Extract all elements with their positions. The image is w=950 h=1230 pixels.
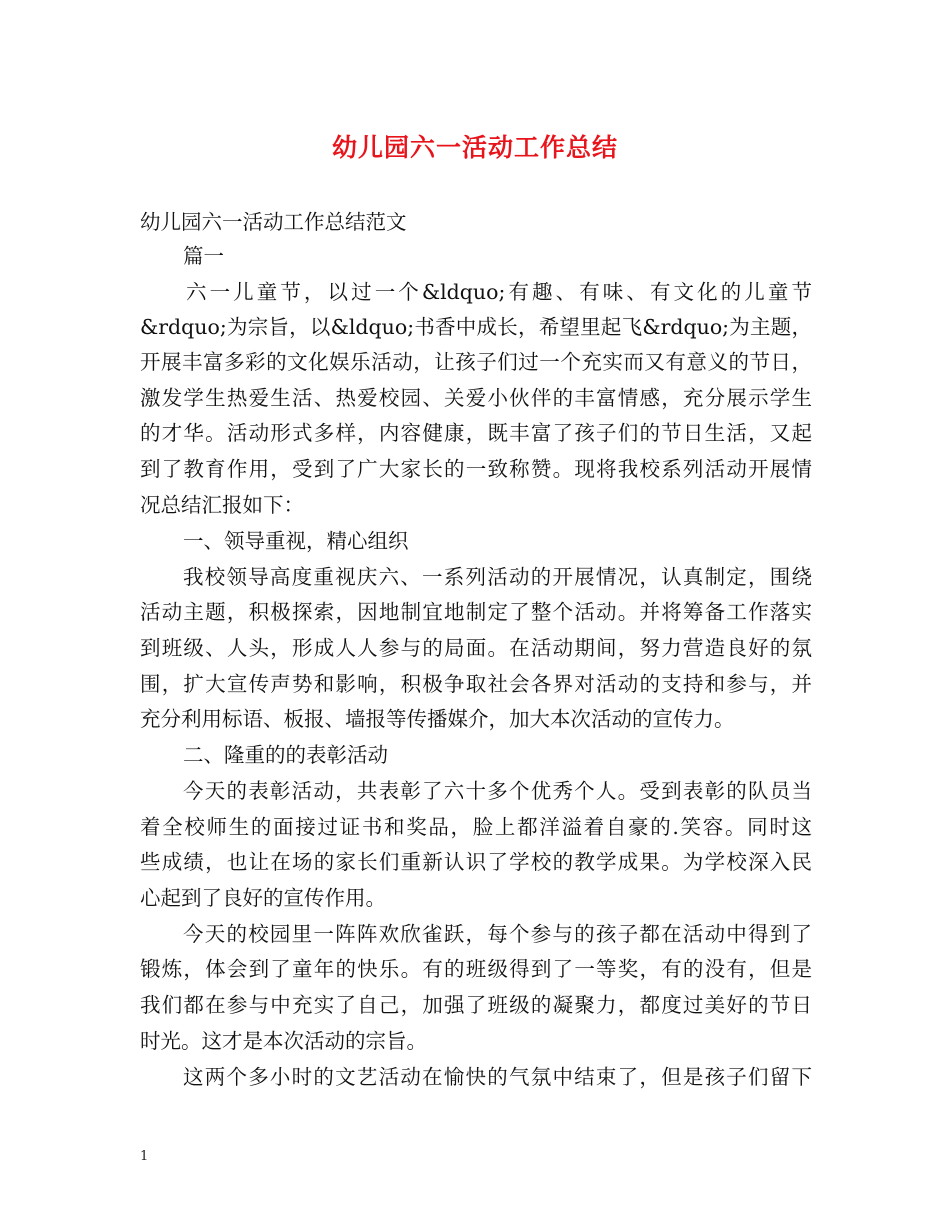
body-line: &rdquo;为宗旨，以&ldquo;书香中成长，希望里起飞&rdquo;为主题， <box>140 315 812 339</box>
body-line: 开展丰富多彩的文化娱乐活动，让孩子们过一个充实而又有意义的节日， <box>140 350 812 374</box>
body-line: 围，扩大宣传声势和影响，积极争取社会各界对活动的支持和参与，并 <box>140 672 812 696</box>
body-line: 况总结汇报如下： <box>140 493 304 517</box>
section-heading: 二、隆重的的表彰活动 <box>183 743 388 767</box>
body-line: 这两个多小时的文艺活动在愉快的气氛中结束了，但是孩子们留下 <box>183 1065 812 1089</box>
document-title: 幼儿园六一活动工作总结 <box>331 133 618 162</box>
document-subtitle: 幼儿园六一活动工作总结范文 <box>140 210 407 234</box>
body-line: 我们都在参与中充实了自己，加强了班级的凝聚力，都度过美好的节日 <box>140 993 812 1017</box>
body-line: 充分利用标语、板报、墙报等传播媒介，加大本次活动的宣传力。 <box>140 707 735 731</box>
body-line: 我校领导高度重视庆六、一系列活动的开展情况，认真制定，围绕 <box>183 565 812 589</box>
body-line: 到班级、人头，形成人人参与的局面。在活动期间，努力营造良好的氛 <box>140 636 812 660</box>
body-line: 时光。这才是本次活动的宗旨。 <box>140 1029 427 1053</box>
body-line: 今天的表彰活动，共表彰了六十多个优秀个人。受到表彰的队员当 <box>183 779 812 803</box>
body-line: 的才华。活动形式多样，内容健康，既丰富了孩子们的节日生活，又起 <box>140 421 812 445</box>
section-heading: 一、领导重视，精心组织 <box>183 529 409 553</box>
body-line: 到了教育作用，受到了广大家长的一致称赞。现将我校系列活动开展情 <box>140 457 812 481</box>
body-line: 着全校师生的面接过证书和奖品，脸上都洋溢着自豪的.笑容。同时这 <box>140 815 812 839</box>
body-line: 活动主题，积极探索，因地制宜地制定了整个活动。并将筹备工作落实 <box>140 600 812 624</box>
body-line: 今天的校园里一阵阵欢欣雀跃，每个参与的孩子都在活动中得到了 <box>183 922 812 946</box>
body-line: 些成绩，也让在场的家长们重新认识了学校的教学成果。为学校深入民 <box>140 850 812 874</box>
page-number: 1 <box>140 1149 149 1164</box>
body-line: 锻炼，体会到了童年的快乐。有的班级得到了一等奖，有的没有，但是 <box>140 957 812 981</box>
body-line: 六一儿童节，以过一个&ldquo;有趣、有味、有文化的儿童节 <box>186 280 812 304</box>
body-line: 激发学生热爱生活、热爱校园、关爱小伙伴的丰富情感，充分展示学生 <box>140 386 812 410</box>
section-label: 篇一 <box>183 244 224 268</box>
body-line: 心起到了良好的宣传作用。 <box>140 886 386 910</box>
